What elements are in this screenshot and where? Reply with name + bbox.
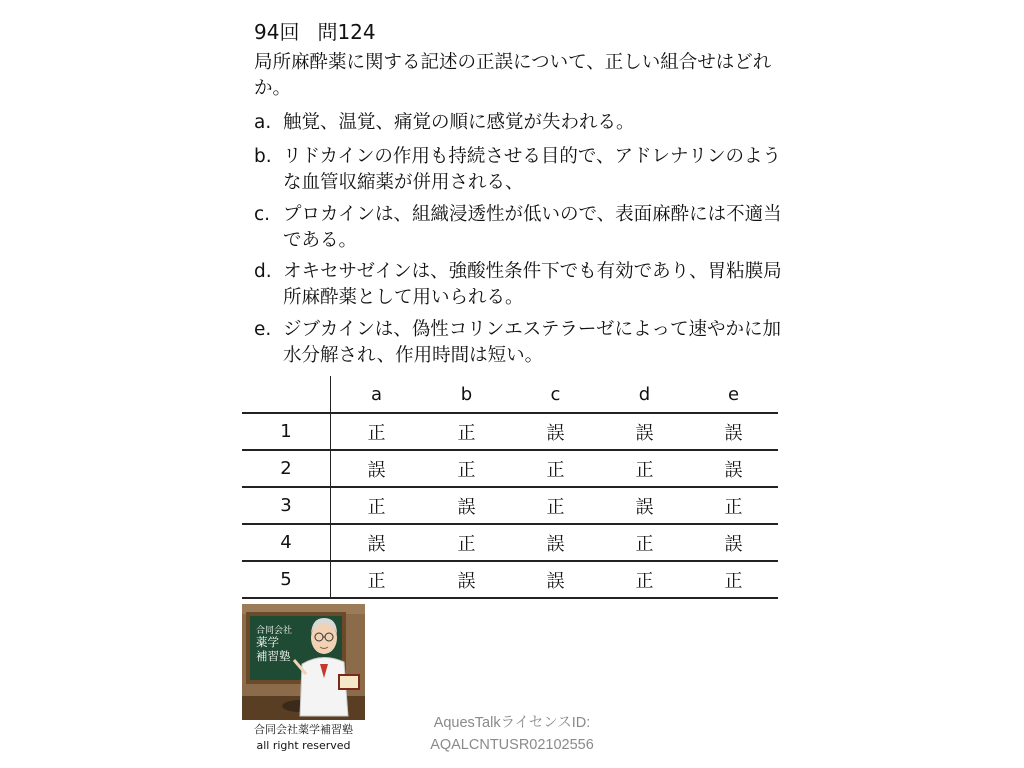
header-cell-b: b	[422, 376, 511, 413]
logo-text	[256, 626, 292, 663]
header-cell-e: e	[689, 376, 778, 413]
table-row	[242, 524, 778, 561]
logo-line-3: 補習塾	[256, 648, 291, 663]
copyright-rights: all right reserved	[256, 739, 351, 752]
license-line-2: AQALCNTUSR02102556	[430, 737, 594, 753]
table-cell: 正	[600, 450, 689, 487]
statement-label: c.	[254, 204, 271, 225]
table-cell: 正	[600, 524, 689, 561]
statement-c	[254, 202, 784, 254]
table-cell: 誤	[689, 450, 778, 487]
option-number: 4	[242, 524, 331, 561]
header-cell-d: d	[600, 376, 689, 413]
statement-a	[254, 110, 784, 136]
table-header-row	[242, 376, 778, 413]
statement-d	[254, 259, 784, 311]
answer-table	[242, 376, 778, 599]
statement-e	[254, 317, 784, 369]
statement-label: b.	[254, 146, 272, 167]
table-cell: 正	[331, 487, 422, 524]
table-cell: 正	[511, 487, 600, 524]
option-number: 1	[242, 413, 331, 450]
table-cell: 正	[422, 524, 511, 561]
table-cell: 正	[422, 413, 511, 450]
question-text: 局所麻酔薬に関する記述の正誤について、正しい組合せはどれか。	[254, 52, 772, 99]
statement-label: d.	[254, 261, 272, 282]
table-cell: 誤	[331, 450, 422, 487]
option-number: 3	[242, 487, 331, 524]
statement-b	[254, 144, 784, 196]
question-title	[254, 16, 376, 45]
table-cell: 誤	[422, 487, 511, 524]
statement-label: a.	[254, 112, 272, 133]
table-row	[242, 450, 778, 487]
header-cell-corner	[242, 376, 331, 413]
table-cell: 誤	[331, 524, 422, 561]
table-row	[242, 413, 778, 450]
statement-text: プロカインは、組織浸透性が低いので、表面麻酔には不適当である。	[283, 204, 782, 251]
table-cell: 誤	[600, 487, 689, 524]
license-id	[402, 712, 622, 756]
logo-line-2: 薬学	[256, 635, 279, 650]
table-cell: 誤	[511, 413, 600, 450]
table-cell: 誤	[689, 524, 778, 561]
option-number: 2	[242, 450, 331, 487]
table-row	[242, 487, 778, 524]
statement-text: 触覚、温覚、痛覚の順に感覚が失われる。	[283, 112, 635, 133]
table-row	[242, 561, 778, 598]
table-cell: 誤	[689, 413, 778, 450]
statement-text: ジブカインは、偽性コリンエステラーゼによって速やかに加水分解され、作用時間は短い。	[283, 319, 782, 366]
header-cell-c: c	[511, 376, 600, 413]
copyright	[242, 722, 365, 754]
company-logo	[242, 604, 365, 720]
table-cell: 誤	[511, 561, 600, 598]
table-cell: 正	[689, 487, 778, 524]
table-cell: 誤	[600, 413, 689, 450]
table-cell: 正	[422, 450, 511, 487]
copyright-company: 合同会社薬学補習塾	[254, 723, 353, 736]
table-cell: 正	[600, 561, 689, 598]
option-number: 5	[242, 561, 331, 598]
statement-text: リドカインの作用も持続させる目的で、アドレナリンのような血管収縮薬が併用される、	[283, 146, 782, 193]
table-cell: 正	[331, 561, 422, 598]
exam-number: 94回	[254, 20, 300, 44]
table-cell: 誤	[422, 561, 511, 598]
question-number: 問124	[317, 20, 376, 44]
license-line-1: AquesTalkライセンスID:	[433, 715, 591, 731]
logo-line-1: 合同会社	[256, 626, 293, 636]
table-cell: 正	[689, 561, 778, 598]
statement-text: オキセサゼインは、強酸性条件下でも有効であり、胃粘膜局所麻酔薬として用いられる。	[283, 261, 782, 308]
header-cell-a: a	[331, 376, 422, 413]
table-cell: 正	[511, 450, 600, 487]
table-cell: 誤	[511, 524, 600, 561]
statement-label: e.	[254, 319, 272, 340]
table-cell: 正	[331, 413, 422, 450]
